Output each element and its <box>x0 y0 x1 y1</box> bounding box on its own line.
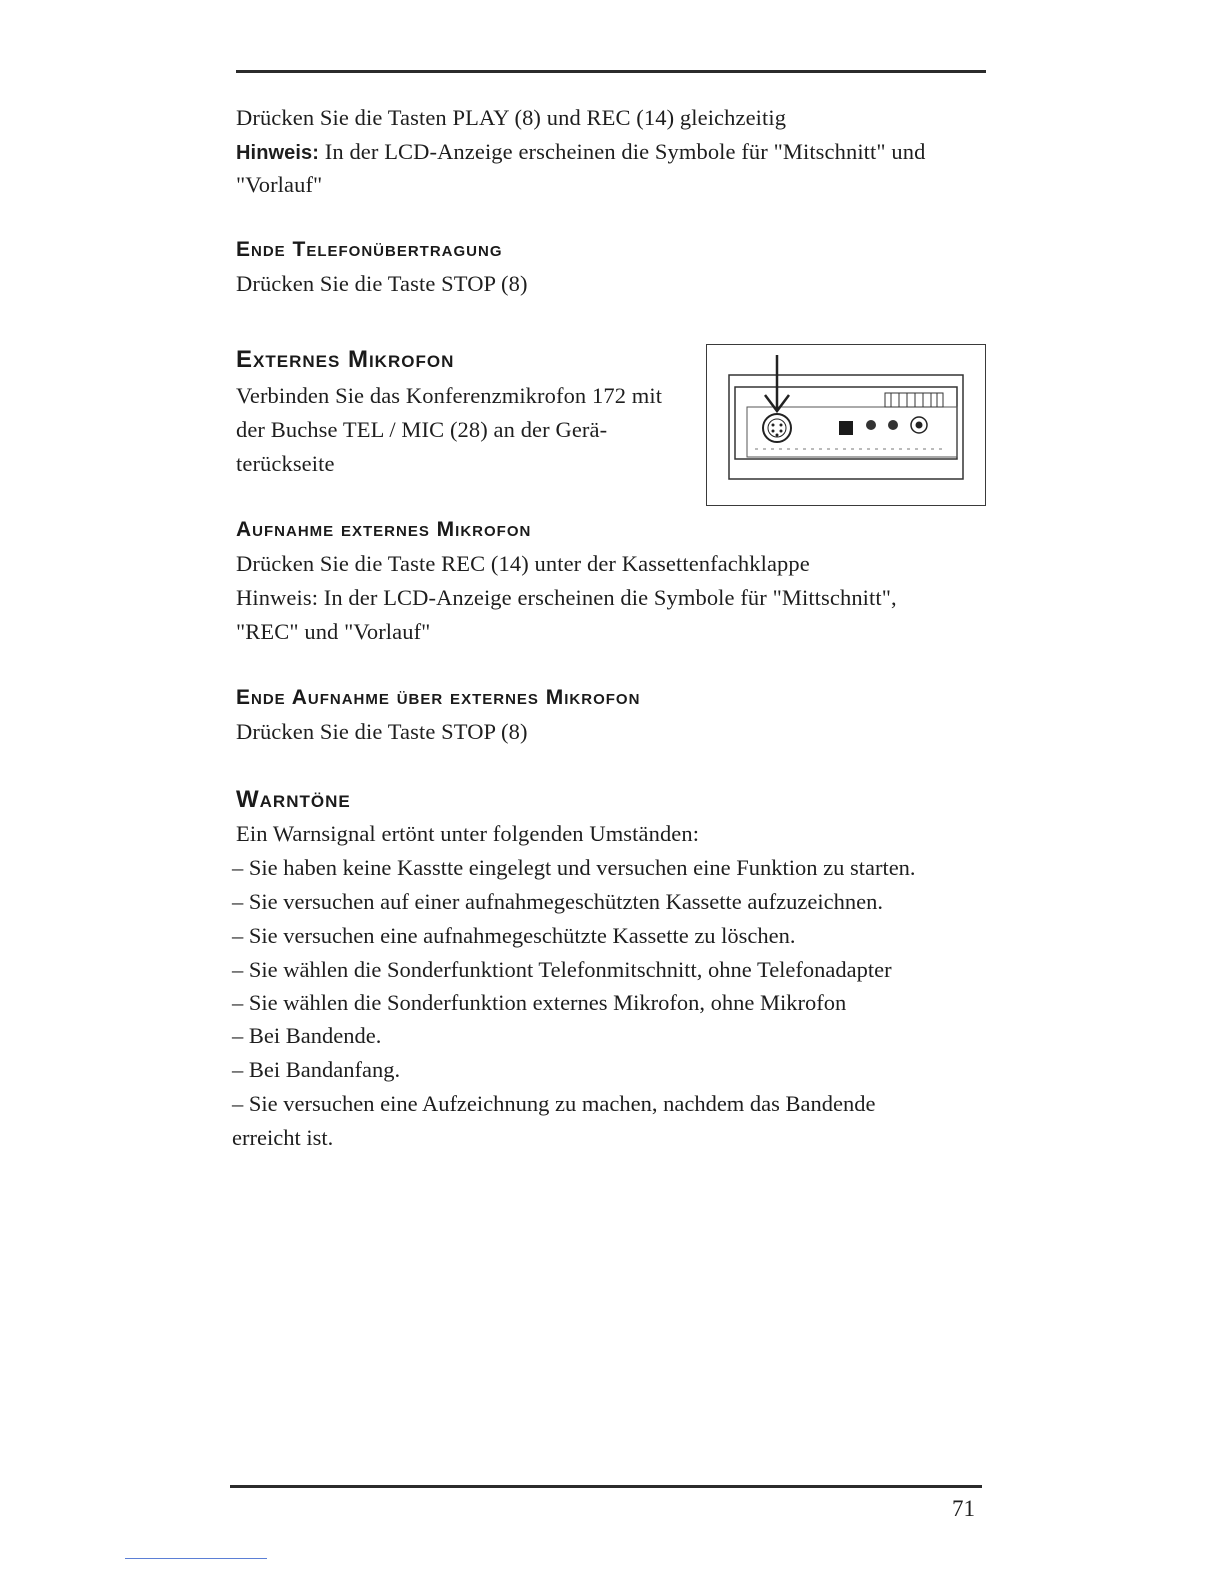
aufnahme-line1: Drücken Sie die Taste REC (14) unter der Kassettenfachklappe <box>236 551 810 576</box>
warn-list-item: erreicht ist. <box>232 1125 334 1150</box>
device-rear-illustration <box>706 344 986 506</box>
externes-mikrofon-line1: Verbinden Sie das Konferenzmikrofon 172 mit <box>236 383 663 408</box>
ende-aufnahme-text: Drücken Sie die Taste STOP (8) <box>236 719 528 744</box>
heading-warntoene: Warntöne <box>236 786 351 813</box>
warntoene-intro: Ein Warnsignal ertönt unter folgenden Umständen: <box>236 821 700 846</box>
warn-list-item: – Sie wählen die Sonderfunktion externes Mikrofon, ohne Mikrofon <box>232 990 847 1015</box>
jack-icon <box>866 420 876 430</box>
warn-list-item: – Bei Bandanfang. <box>232 1057 401 1082</box>
heading-ende-aufnahme: Ende Aufnahme über externes Mikrofon <box>236 686 641 709</box>
warn-list-item: – Bei Bandende. <box>232 1023 382 1048</box>
intro-hint <box>236 135 925 170</box>
externes-mikrofon-line2: der Buchse TEL / MIC (28) an der Gerä- <box>236 417 608 442</box>
warn-list-item: – Sie versuchen eine aufnahmegeschützte Kassette zu löschen. <box>232 923 796 948</box>
arrow-indicator-icon <box>765 355 789 411</box>
aufnahme-line2: Hinweis: In der LCD-Anzeige erscheinen die Symbole für "Mittschnitt", <box>236 585 897 610</box>
phone-jack-icon <box>839 421 853 435</box>
intro-hint-cont: "Vorlauf" <box>236 172 323 197</box>
top-rule <box>236 70 986 73</box>
vent-grille <box>885 393 943 407</box>
heading-aufnahme-externes-mikrofon: Aufnahme externes Mikrofon <box>236 518 532 541</box>
externes-mikrofon-line3: terückseite <box>236 451 335 476</box>
tel-mic-socket-icon <box>763 414 791 442</box>
bottom-rule <box>230 1485 982 1488</box>
footer-link-underline <box>125 1558 267 1559</box>
warn-list-item: – Sie wählen die Sonderfunktiont Telefonmitschnitt, ohne Telefonadapter <box>232 957 892 982</box>
warn-list-item: – Sie versuchen eine Aufzeichnung zu machen, nachdem das Bandende <box>232 1091 876 1116</box>
intro-line: Drücken Sie die Tasten PLAY (8) und REC (14) gleichzeitig <box>236 105 787 130</box>
heading-externes-mikrofon: Externes Mikrofon <box>236 346 455 373</box>
warn-list-item: – Sie versuchen auf einer aufnahmegeschützten Kassette aufzuzeichnen. <box>232 889 883 914</box>
hint-text: In der LCD-Anzeige erscheinen die Symbole für "Mitschnitt" und <box>319 139 926 164</box>
warn-list-item: – Sie haben keine Kasstte eingelegt und versuchen eine Funktion zu starten. <box>232 855 916 880</box>
jack-icon <box>888 420 898 430</box>
aufnahme-line3: "REC" und "Vorlauf" <box>236 619 431 644</box>
ende-telefon-text: Drücken Sie die Taste STOP (8) <box>236 271 528 296</box>
power-socket-icon <box>911 417 927 433</box>
hint-label: Hinweis: <box>236 142 320 164</box>
page-number: 71 <box>952 1496 975 1521</box>
heading-ende-telefonuebertragung: Ende Telefonübertragung <box>236 238 503 261</box>
